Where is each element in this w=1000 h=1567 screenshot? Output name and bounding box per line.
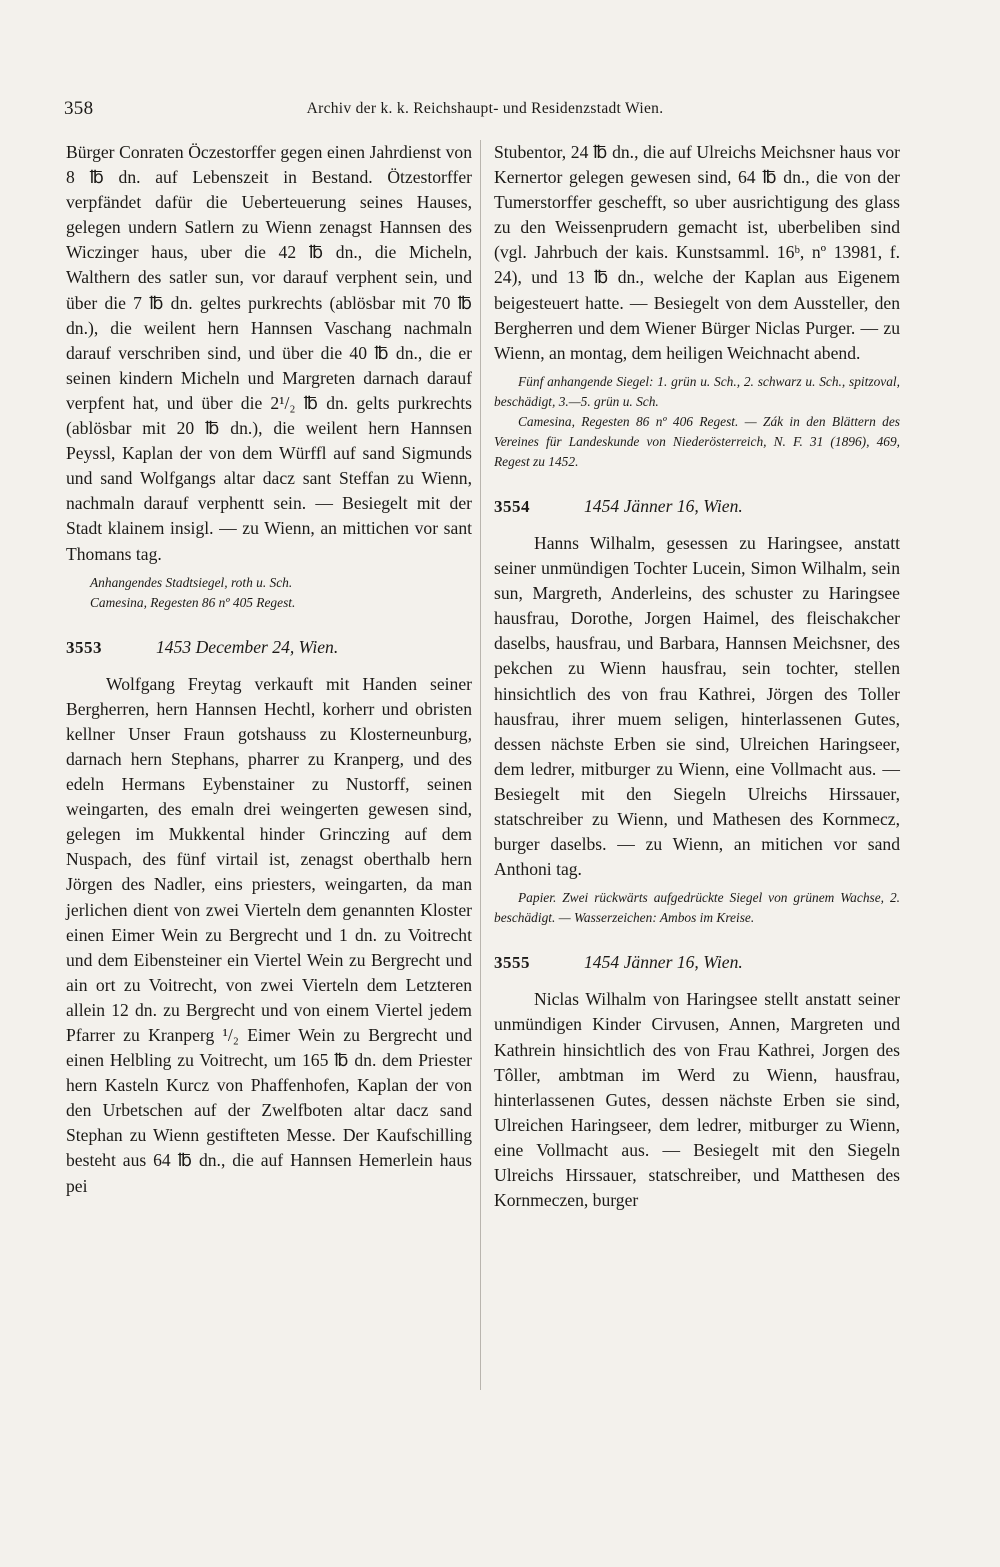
entry-date: 1454 Jänner 16, Wien.	[584, 952, 743, 973]
seal-note: Papier. Zwei rückwärts aufgedrückte Siegel von grünem Wachse, 2. beschädigt. — Wasserzeichen: Ambos im Kreise.	[494, 890, 900, 926]
entry-number: 3555	[494, 953, 530, 973]
entry-text: Hanns Wilhalm, gesessen zu Haringsee, anstatt seiner unmündigen Tochter Lucein, Simon Wilhalm, sein sun, Margreth, Anderleins, des schuster zu Haringsee hausfrau, Dorothe, Jorgen Haimel, des fleischakcher daselbs, hausfrau, und Barbara, Hannsen Meichsner, des pekchen zu Wienn hausfrau, sein tochter, stellen hinsichtlich des von frau Kathrei, Jörgen des Toller hausfrau, ihrer muem seligen, hinterlassenen Gutes, dessen nächste Erben sie sind, Ulreichen Haringseer, dem ledrer, mitburger zu Wienn, eine Vollmacht aus. — Besiegelt mit den Siegeln Ulreichs Hirssauer, statschreiber zu Wienn, und Mathesen des Kornmecz, burger daselbs. — zu Wienn, an mitichen vor sand Anthoni tag.	[494, 532, 900, 880]
continuation-text: Bürger Conraten Öczestorffer gegen einen Jahrdienst von 8 ℔ dn. auf Lebenszeit in Bestand. Ötzestorffer verpfändet dafür die Ueberteuerung seines Hauses, gelegen undern Satlern zu Wienn zenagst Hannsen des Wiczinger haus, uber die 42 ℔ dn., die Micheln, Walthern des satler sun, vor darauf verphent sein, und über die 7 ℔ dn. geltes purkrechts (ablösbar mit 70 ℔ dn.), die weilent hern Hannsen Vaschang nachmaln darauf verschriben sind, und über die 40 ℔ dn., die er seinen kindern Micheln und Margreten darnach darauf verpfent hat, und über die 2¹/₂ ℔ dn. gelts purkrechts (ablösbar mit 20 ℔ dn.), die weilent hern Hannsen Peyssl, Kaplan der von dem Würffl auf sand Sigmunds und sand Wolfgangs altar dacz sant Steffan zu Wienn, nachmaln darauf verphentt sein. — Besiegelt mit der Stadt klainem insigl. — zu Wienn, an mittichen vor sant Thomans tag.	[66, 142, 472, 564]
right-column	[494, 140, 900, 1213]
continuation-text: Stubentor, 24 ℔ dn., die auf Ulreichs Meichsner haus vor Kernertor gelegen gewesen sind, 64 ℔ dn., die von der Tumerstorffer geschefft, so uber ausrichtigung des glass zu den Weissenprudern gemacht ist, uberbeliben sind (vgl. Jahrbuch der kais. Kunstsamml. 16ᵇ, nº 13981, f. 24), und 13 ℔ dn., welche der Kaplan aus Eigenem beigesteuert hatte. — Besiegelt von dem Aussteller, den Bergherren und dem Wiener Bürger Niclas Purger. — zu Wienn, an montag, dem heiligen Weichnacht abend.	[494, 142, 900, 363]
reference-note: Camesina, Regesten 86 nº 405 Regest.	[90, 594, 296, 610]
running-title: Archiv der k. k. Reichshaupt- und Residenzstadt Wien.	[306, 100, 664, 117]
entry-number: 3553	[66, 637, 102, 657]
seal-note: Fünf anhangende Siegel: 1. grün u. Sch., 2. schwarz u. Sch., spitzoval, beschädigt, 3.—5. grün u. Sch.	[494, 373, 900, 409]
entry-date: 1453 December 24, Wien.	[156, 636, 339, 657]
left-column	[66, 140, 472, 1199]
seal-note: Anhangendes Stadtsiegel, roth u. Sch.	[90, 574, 293, 590]
entry-heading	[494, 950, 900, 975]
column-divider	[480, 140, 481, 1390]
reference-note: Camesina, Regesten 86 nº 406 Regest. — Zák in den Blättern des Vereines für Landeskunde von Niederösterreich, N. F. 31 (1896), 469, Regest zu 1452.	[494, 413, 900, 469]
entry-heading	[494, 494, 900, 519]
entry-number: 3554	[494, 496, 530, 516]
page-number: 358	[64, 98, 94, 119]
entry-date: 1454 Jänner 16, Wien.	[584, 495, 743, 516]
entry-text: Wolfgang Freytag verkauft mit Handen seiner Bergherren, hern Hannsen Hechtl, korherr und obristen kellner Unser Fraun gotshauss zu Klosterneunburg, darnach hern Stephans, pharrer zu Kranperg, und des edeln Hermans Eybenstainer zu Nustorff, seinen weingarten, des emaln drei weingerten gewesen sind, gelegen im Mukkental hinder Grinczing auf dem Nuspach, des fünf virtail ist, zenagst oberthalb hern Jörgen des Nadler, eins priesters, weingarten, da man jerlichen dient von zwei Vierteln dem genannten Kloster einen Eimer Wein zu Bergrecht und 1 dn. zu Voitrecht und dem Eibensteiner ein Viertel Wein zu Bergrecht und ain ort zu Voitrecht, von zwei Vierteln dem Letzteren allein 12 dn. zu Bergrecht und von einem Viertel jedem Pfarrer zu Kranperg ¹/₂ Eimer Wein zu Bergrecht und einen Helbling zu Voitrecht, um 165 ℔ dn. dem Priester hern Kasteln Kurcz von Phaffenhofen, Kaplan der von den Urbetschen auf der Zwelfboten altar dacz sand Stephan zu Wienn gestifteten Messe. Der Kaufschilling besteht aus 64 ℔ dn., die auf Hannsen Hemerlein haus pei	[66, 673, 472, 1196]
entry-heading	[66, 635, 472, 660]
entry-text: Niclas Wilhalm von Haringsee stellt anstatt seiner unmündigen Kinder Cirvusen, Annen, Margreten und Kathrein hinsichtlich des von Frau Kathrei, Jorgen des Tôller, ambtman im Werd zu Wienn, hausfrau, hinterlassenen Gutes, dessen nächste Erben sie sind, Ulreichen Haringseer, dem ledrer, mitburger zu Wienn, eine Vollmacht aus. — Besiegelt mit den Siegeln Ulreichs Hirssauer, statschreiber, und Matthesen des Kornmeczen, burger	[494, 989, 900, 1211]
